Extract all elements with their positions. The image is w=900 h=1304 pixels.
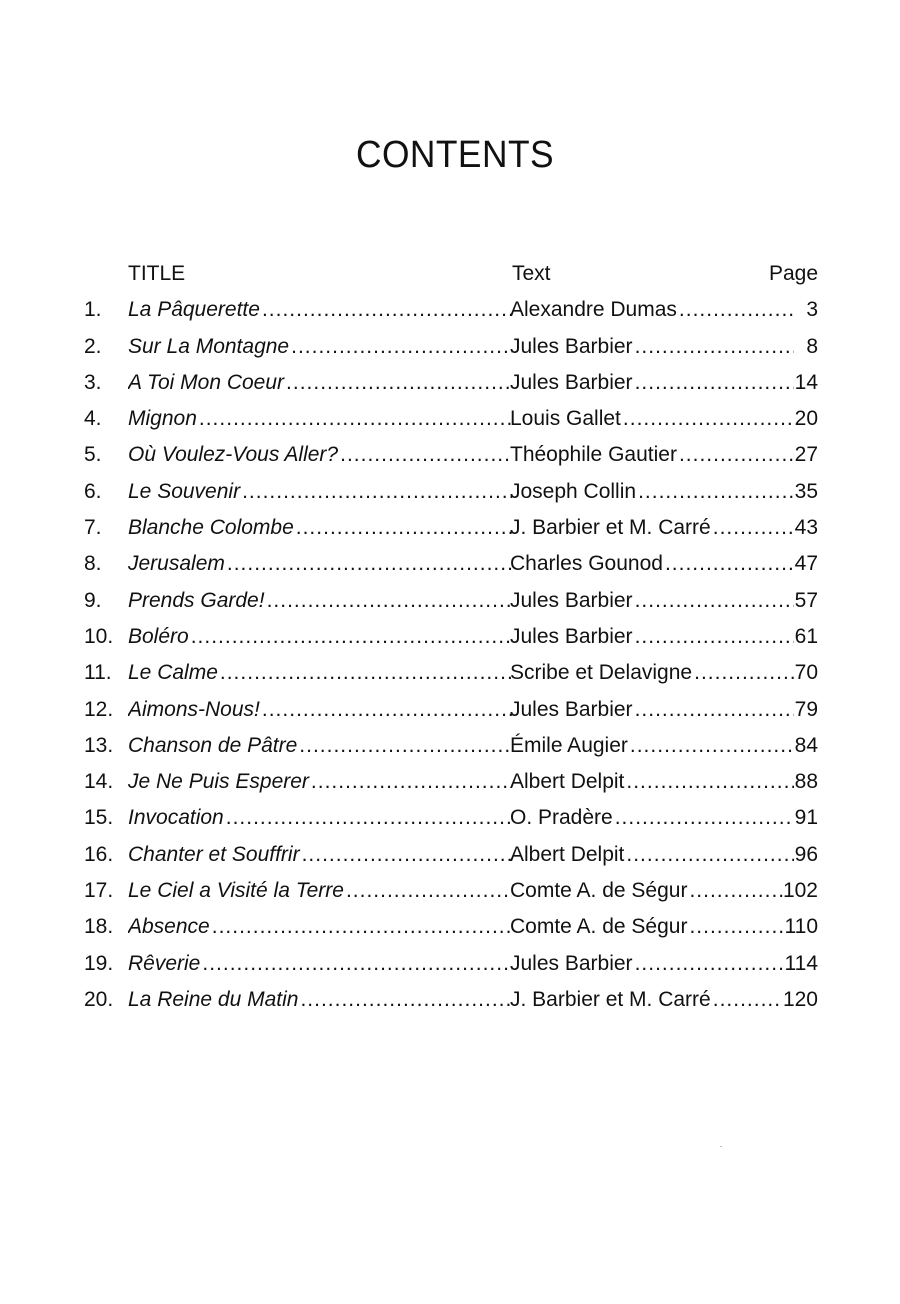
- scan-speck: [720, 1146, 722, 1147]
- entry-title-cell: [128, 546, 512, 582]
- toc-entry: [82, 909, 822, 945]
- entry-title: Prends Garde!: [128, 588, 265, 612]
- entry-title: Le Souvenir: [128, 479, 241, 503]
- table-of-contents: [82, 256, 822, 1018]
- entry-title: La Pâquerette: [128, 298, 260, 322]
- dot-leader: [302, 837, 512, 873]
- toc-entry: [82, 946, 822, 982]
- entry-author: Albert Delpit: [510, 842, 625, 866]
- dot-leader: [300, 982, 512, 1018]
- dot-leader: [296, 510, 512, 546]
- toc-entries: [82, 292, 822, 1018]
- entry-title-cell: [128, 982, 512, 1018]
- entry-title: Mignon: [128, 407, 197, 431]
- entry-page-number: 8: [806, 329, 818, 365]
- entry-author: O. Pradère: [510, 806, 613, 830]
- entry-author: Jules Barbier: [510, 370, 633, 394]
- entry-author: Comte A. de Ségur: [510, 879, 688, 903]
- toc-header-row: [82, 256, 822, 292]
- entry-page-number: 43: [795, 510, 818, 546]
- entry-title-cell: [128, 292, 512, 328]
- toc-entry: [82, 800, 822, 836]
- entry-author: Louis Gallet: [510, 407, 621, 431]
- entry-author-cell: [510, 510, 794, 546]
- entry-number: 4.: [84, 407, 102, 431]
- entry-title-cell: [128, 510, 512, 546]
- entry-title-cell: [128, 764, 512, 800]
- toc-entry: [82, 437, 822, 473]
- dot-leader: [623, 401, 794, 437]
- entry-author: Jules Barbier: [510, 697, 633, 721]
- toc-entry: [82, 329, 822, 365]
- entry-page-number: 120: [783, 982, 818, 1018]
- entry-number: 19.: [84, 951, 114, 975]
- toc-entry: [82, 474, 822, 510]
- entry-author-cell: [510, 800, 794, 836]
- dot-leader: [262, 292, 512, 328]
- entry-page-number: 47: [795, 546, 818, 582]
- entry-title-cell: [128, 437, 512, 473]
- entry-title: Aimons-Nous!: [128, 697, 260, 721]
- entry-number: 10.: [84, 624, 114, 648]
- entry-page-number: 70: [795, 655, 818, 691]
- dot-leader: [679, 292, 794, 328]
- entry-number: 5.: [84, 443, 102, 467]
- dot-leader: [626, 837, 794, 873]
- entry-author-cell: [510, 837, 794, 873]
- entry-page-number: 96: [795, 837, 818, 873]
- entry-author: Albert Delpit: [510, 770, 625, 794]
- entry-page-number: 14: [795, 365, 818, 401]
- entry-title-cell: [128, 909, 512, 945]
- entry-author: Comte A. de Ségur: [510, 915, 688, 939]
- entry-title: Je Ne Puis Esperer: [128, 770, 309, 794]
- entry-author-cell: [510, 692, 794, 728]
- entry-page-number: 61: [795, 619, 818, 655]
- entry-author: Jules Barbier: [510, 588, 633, 612]
- toc-entry: [82, 583, 822, 619]
- toc-entry: [82, 764, 822, 800]
- entry-page-number: 20: [795, 401, 818, 437]
- dot-leader: [665, 546, 794, 582]
- entry-number: 17.: [84, 879, 114, 903]
- dot-leader: [615, 800, 794, 836]
- dot-leader: [713, 982, 794, 1018]
- dot-leader: [638, 474, 794, 510]
- dot-leader: [202, 946, 512, 982]
- entry-author: Émile Augier: [510, 733, 628, 757]
- entry-number: 14.: [84, 770, 114, 794]
- entry-number: 3.: [84, 370, 102, 394]
- entry-author: J. Barbier et M. Carré: [510, 516, 711, 540]
- dot-leader: [635, 329, 794, 365]
- dot-leader: [635, 692, 794, 728]
- entry-author: Alexandre Dumas: [510, 298, 677, 322]
- entry-number: 18.: [84, 915, 114, 939]
- dot-leader: [346, 873, 512, 909]
- toc-entry: [82, 401, 822, 437]
- entry-author-cell: [510, 401, 794, 437]
- entry-page-number: 3: [806, 292, 818, 328]
- entry-page-number: 35: [795, 474, 818, 510]
- entry-author-cell: [510, 728, 794, 764]
- entry-author: Joseph Collin: [510, 479, 637, 503]
- entry-title: Sur La Montagne: [128, 334, 290, 358]
- dot-leader: [311, 764, 512, 800]
- entry-title: Jerusalem: [128, 552, 225, 576]
- entry-number: 15.: [84, 806, 114, 830]
- dot-leader: [286, 365, 512, 401]
- toc-entry: [82, 365, 822, 401]
- entry-title-cell: [128, 837, 512, 873]
- dot-leader: [226, 800, 512, 836]
- entry-title-cell: [128, 946, 512, 982]
- entry-number: 13.: [84, 733, 114, 757]
- entry-title-cell: [128, 692, 512, 728]
- page-title: CONTENTS: [355, 134, 555, 176]
- entry-page-number: 91: [795, 800, 818, 836]
- entry-author: Jules Barbier: [510, 951, 633, 975]
- entry-title-cell: [128, 800, 512, 836]
- entry-author-cell: [510, 474, 794, 510]
- entry-title-cell: [128, 583, 512, 619]
- toc-entry: [82, 546, 822, 582]
- dot-leader: [262, 692, 512, 728]
- toc-entry: [82, 692, 822, 728]
- entry-author: Charles Gounod: [510, 552, 663, 576]
- dot-leader: [191, 619, 512, 655]
- entry-page-number: 110: [785, 909, 818, 945]
- entry-page-number: 114: [785, 946, 818, 982]
- toc-entry: [82, 728, 822, 764]
- dot-leader: [689, 873, 794, 909]
- entry-author-cell: [510, 619, 794, 655]
- entry-author: Jules Barbier: [510, 624, 633, 648]
- entry-number: 12.: [84, 697, 114, 721]
- toc-entry: [82, 655, 822, 691]
- entry-title: Chanson de Pâtre: [128, 733, 298, 757]
- entry-title-cell: [128, 873, 512, 909]
- toc-entry: [82, 837, 822, 873]
- entry-author-cell: [510, 329, 794, 365]
- entry-author-cell: [510, 365, 794, 401]
- dot-leader: [267, 583, 512, 619]
- dot-leader: [635, 946, 794, 982]
- dot-leader: [679, 437, 794, 473]
- toc-entry: [82, 510, 822, 546]
- entry-title: Chanter et Souffrir: [128, 842, 300, 866]
- entry-author-cell: [510, 873, 794, 909]
- entry-author: Jules Barbier: [510, 334, 633, 358]
- entry-number: 9.: [84, 588, 102, 612]
- entry-author: Scribe et Delavigne: [510, 661, 693, 685]
- entry-number: 16.: [84, 842, 114, 866]
- entry-title: Blanche Colombe: [128, 516, 294, 540]
- entry-title: Le Ciel a Visité la Terre: [128, 879, 344, 903]
- dot-leader: [242, 474, 512, 510]
- entry-author-cell: [510, 655, 794, 691]
- entry-author-cell: [510, 546, 794, 582]
- dot-leader: [299, 728, 512, 764]
- column-header-page: Page: [768, 262, 818, 285]
- entry-title: Invocation: [128, 806, 224, 830]
- dot-leader: [626, 764, 794, 800]
- entry-title-cell: [128, 401, 512, 437]
- dot-leader: [635, 583, 794, 619]
- dot-leader: [689, 909, 794, 945]
- entry-number: 6.: [84, 479, 102, 503]
- entry-number: 1.: [84, 298, 102, 322]
- entry-page-number: 88: [795, 764, 818, 800]
- entry-number: 7.: [84, 516, 102, 540]
- entry-title: Où Voulez-Vous Aller?: [128, 443, 339, 467]
- column-header-text: Text: [512, 262, 551, 285]
- entry-author-cell: [510, 292, 794, 328]
- toc-entry: [82, 873, 822, 909]
- dot-leader: [713, 510, 794, 546]
- entry-title-cell: [128, 329, 512, 365]
- entry-author-cell: [510, 946, 794, 982]
- entry-title-cell: [128, 474, 512, 510]
- entry-title: La Reine du Matin: [128, 987, 299, 1011]
- entry-author: Théophile Gautier: [510, 443, 677, 467]
- entry-title: A Toi Mon Coeur: [128, 370, 285, 394]
- entry-page-number: 57: [795, 583, 818, 619]
- entry-author-cell: [510, 982, 794, 1018]
- toc-entry: [82, 292, 822, 328]
- dot-leader: [212, 909, 512, 945]
- dot-leader: [340, 437, 512, 473]
- column-header-title: TITLE: [128, 262, 186, 285]
- entry-title: Absence: [128, 915, 210, 939]
- entry-number: 2.: [84, 334, 102, 358]
- entry-author-cell: [510, 764, 794, 800]
- dot-leader: [227, 546, 512, 582]
- entry-number: 20.: [84, 987, 114, 1011]
- entry-number: 8.: [84, 552, 102, 576]
- entry-title-cell: [128, 365, 512, 401]
- dot-leader: [630, 728, 794, 764]
- toc-entry: [82, 982, 822, 1018]
- entry-number: 11.: [84, 661, 112, 685]
- entry-author-cell: [510, 437, 794, 473]
- dot-leader: [291, 329, 512, 365]
- entry-title-cell: [128, 655, 512, 691]
- entry-title-cell: [128, 728, 512, 764]
- dot-leader: [635, 365, 794, 401]
- entry-author-cell: [510, 583, 794, 619]
- entry-title: Rêverie: [128, 951, 201, 975]
- entry-page-number: 84: [795, 728, 818, 764]
- entry-page-number: 79: [795, 692, 818, 728]
- entry-title: Boléro: [128, 624, 189, 648]
- entry-title: Le Calme: [128, 661, 218, 685]
- entry-page-number: 27: [795, 437, 818, 473]
- dot-leader: [635, 619, 794, 655]
- entry-title-cell: [128, 619, 512, 655]
- entry-author-cell: [510, 909, 794, 945]
- entry-author: J. Barbier et M. Carré: [510, 987, 711, 1011]
- dot-leader: [220, 655, 512, 691]
- dot-leader: [694, 655, 794, 691]
- dot-leader: [199, 401, 512, 437]
- toc-entry: [82, 619, 822, 655]
- entry-page-number: 102: [783, 873, 818, 909]
